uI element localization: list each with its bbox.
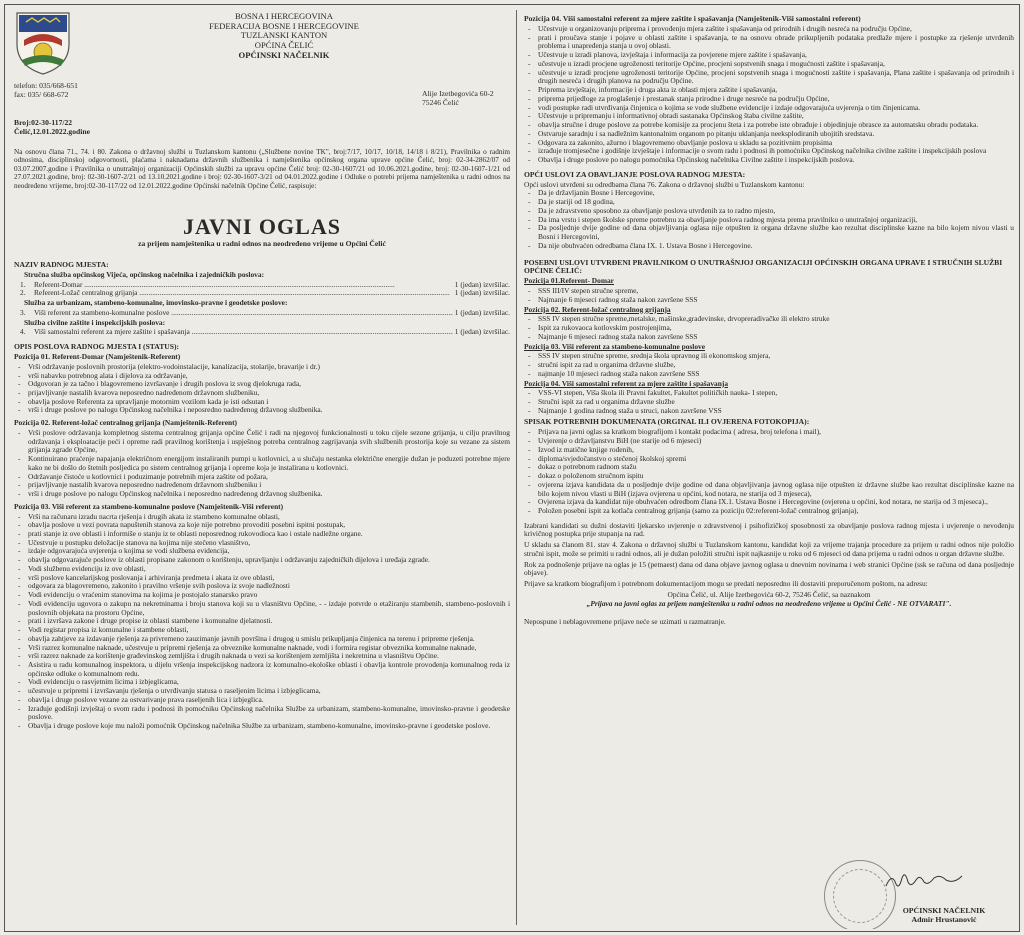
position-count: 1 (jedan) izvršilac. [454,307,510,317]
letterhead-line: BOSNA I HERCEGOVINA [235,11,333,21]
position-name: Viši samostalni referent za mjere zaštite i spašavanja ..... [34,328,453,337]
closing-paragraphs [524,522,1014,589]
signer-name: Admir Hrustanović [911,915,977,925]
document-title: JAVNI OGLAS [183,214,341,239]
letterhead-line: FEDERACIJA BOSNE I HERCEGOVINE [209,20,359,31]
envelope-note: „Prijava na javni oglas za prijem namještenika u radni odnos na neodređeno vrijeme u Općini Čelić - NE OTVARATI". [586,598,952,608]
list-item: - Ostvaruje saradnju i sa nadležnim kantonalnim organom po pitanju uklanjanja neeksplodiranih ubojitih sredstava. [538,130,1014,139]
list-item: - Obavlja i druge poslove koje mu naloži pomoćnik Općinskog načelnika Službe za urbanizam, stambeno-komunalne, imovinsko-pravne i geodetske poslove. [28,722,510,731]
signature-block [874,906,1014,924]
list-item: - Vodi evidenciju ugovora o zakupu na nekretninama i broju stanova koji su u vlasništvu Općine, - - izdaje potvrde o etažiranju stambenih, stambeno-poslovnih i poslovnih objekata na prostoru Općine, [28,600,510,617]
list-item: - Da nije obuhvaćen odredbama člana IX. 1. Ustava Bosne i Hercegovine. [538,242,1014,251]
list-item: - Najmanje 6 mjeseci radnog staža nakon završene SSS [538,296,1014,305]
position-name: Referent-Ložač centralnog grijanja ..... [34,289,453,298]
address-line: 75246 Čelić [422,97,459,107]
reference-block [14,119,90,137]
list-item: - vrši razrez naknade za korištenje građevinskog zemljišta i drugih naknada u vezi sa korištenjem zemljišta i nekretnina u vlasništvu Općine. [28,652,510,661]
position-heading: Pozicija 02. Referent-ložač centralnog grijanja [524,304,671,314]
list-item: - prati i proučava stanje i pojave u oblasti zaštite i spašavanja, te na osnovu obrade prikupljenih podataka predlaže mjere i postupke za rješenje utvrđenih problema i unapređenja stanja u ovoj oblasti. [538,34,1014,51]
closing-paragraph: Rok za podnošenje prijave na oglas je 15 (petnaest) dana od dana objave javnog oglasa u dnevnim novinama i web stranici Općine (ssk se računa od dana posljednje objave). [524,559,1014,578]
list-item: - Vrši održavanje poslovnih prostorija (elektro-vodoinstalacije, kanalizacija, stolarije, bravarije i dr.) [28,363,510,372]
section-heading: POSEBNI USLOVI UTVRĐENI PRAVILNIKOM O UNUTRAŠNJOJ ORGANIZACIJI OPĆINSKIH ORGANA UPRAVE I STRUČNIH SLUŽBI OPĆINE ČELIĆ: [524,257,1003,276]
general-conditions-list [524,189,1014,250]
list-item: - dokaz o potrebnom radnom stažu [538,463,1014,472]
list-item: - Priprema izvještaje, informacije i druga akta iz oblasti mjera zaštite i spašavanja, [538,86,1014,95]
duties-list [14,513,510,731]
reference-number: Broj:02-30-117/22 [14,118,73,127]
duties-list [14,363,510,415]
fax-number: fax: 035/ 668-672 [14,89,69,99]
department-heading: Služba za urbanizam, stambeno-komunalne, imovinsko-pravne i geodetske poslove: [24,298,288,308]
document-subtitle: za prijem namještenika u radni odnos na neodređeno vrijeme u Općini Čelić [138,239,386,248]
position-number: 4. [20,327,26,337]
list-item: - Vrši poslove održavanja kompletnog sistema centralnog grijanja općine Čelić i radi na njegovoj funkcionalnosti u toku cijele sezone grijanja, u cilju pravilnog održavanja i eksploatacije peći i opreme radi pravilnog korištenja i uspješnog potreba centralnog zagrijavanja svih službenih prostorija koje su vezane za sistem grijanja zgrade Općine, [28,429,510,455]
list-item: - Izvod iz matične knjige rođenih, [538,446,1014,455]
position-heading: Pozicija 04. Viši samostalni referent za mjere zaštite i spašavanja (Namještenik-Viši samostalni referent) [524,14,861,23]
list-item: - vrši nabavku potrebnog alata i dijelova za održavanje, [28,372,510,381]
list-item: - odgovara za blagovremeno, zakonito i pravilno vršenje svih poslova iz svoje nadležnosti [28,582,510,591]
final-note: Nepospune i neblagovremene prijave neće se uzimati u razmatranje. [524,617,726,627]
list-item: - učestvuje u pripremi i izvršavanju rješenja o utvrđivanju statusa o raseljenim licima i izbjeglicama, [28,687,510,696]
document-date: Čelić,12.01.2022.godine [14,126,90,136]
list-item: - učestvuje u izradi procjene ugroženosti teritorije Općine, procjeni sopstvenih snaga i mogućnosti zaštite i spašavanja, [538,60,1014,69]
list-item: - Odgovoran je za tačno i blagovremeno izvršavanje i drugih poslova iz svog djelokruga rada, [28,380,510,389]
section-heading: OPIS POSLOVA RADNOG MJESTA I (STATUS): [14,342,180,352]
duties-list [14,429,510,499]
list-item: - Položen posebni ispit za kotlača centralnog grijanja (samo za poziciju 02:referent-ložač centralnog grijanja), [538,507,1014,516]
legal-basis-paragraph: Na osnovu člana 71., 74. i 80. Zakona o državnoj službi u Tuzlanskom kantonu („Službene novine TK", broj:7/17, 10/17, 10/18, 14/18 i 8/21), Pravilnika o radnim odnosima, disciplinskoj odgovornosti, plaćama i naknadama državnih službenika i namještenika općinskog organa uprave općine Čelić, broj: 02-34-2862/07 od 03.07.2007.godine i Pravilnika o unutrašnjoj organizaciji Općinskih službi za upravu općine Čelić broj: 02-30-1607/21 od 10.06.2021.godine, broj: 02-30-1607-1/21 od 27.07.2021.godine, broj: 02-30-1607-2/21 od 13.10.2021.godine i broj: 02-30-1607-3/21 od 04.01.2022.godine i Odluke o potrebi prijema namještenika u radni odnos na neodređeno vrijeme, broj:02-30-117/22 od 12.01.2022.godine Općinski načelnik Općine Čelić, raspisuje: [14,148,510,190]
section-heading: NAZIV RADNOG MJESTA: [14,260,109,269]
list-item: - stručni ispit za rad u organima državne službe, [538,361,1014,370]
list-item: - Kontinuirano praćenje napajanja električnom energijom instaliranih pumpi u kotlovnici, a u slučaju nestanka električne energije dužan je poduzeti potrebne mjere kako ne bi došlo do štetnih posljedica po sistem centralnog grijanja i opreme koja je instalirana u kotlovnici. [28,455,510,472]
position-heading: Pozicija 02. Referent-ložač centralnog grijanja (Namještenik-Referent) [14,418,238,428]
position-heading: Pozicija 03. Viši referent za stambeno-komunalne poslove (Namještenik-Viši referent) [14,501,284,511]
position-row [20,328,510,337]
left-column [14,10,510,929]
position-name: Referent-Domar ..... [34,281,453,290]
position-row [20,309,510,318]
list-item: - obavlja i druge poslove vezane za ostvarivanje prava raseljenih lica i izbjeglica. [28,696,510,705]
requirements-list [524,389,1014,415]
column-divider [516,10,517,925]
letterhead-line: OPĆINA ČELIĆ [254,39,314,50]
closing-paragraph: U skladu sa članom 81. stav 4. Zakona o državnoj službi u Tuzlanskom kantonu, kandidat koji za vrijeme trajanja procedure za prijem u radni odnos nije položio stručni ispit, može se primiti u radni odnos, ali je dužan položiti stručni ispit najkasnije u roku od 6 mjeseci od dana prijema u radni odnos u organ državne službe. [524,540,1014,558]
handwritten-signature-icon [884,868,964,892]
list-item: - vrši poslove kancelarijskog poslovanja i arhiviranja predmeta i akata iz ove oblasti, [28,574,510,583]
position-number: 3. [20,307,26,317]
position-row [20,289,510,298]
position-heading: Pozicija 01. Referent-Domar (Namještenik-Referent) [14,352,181,362]
list-item: - obavlja poslove Referenta za upravljanje motornim vozilom kada je isti odsutan i [28,398,510,407]
list-item: - Da posljednje dvije godine od dana objavljivanja oglasa nije otpušten iz organa državne službe kao rezultat disciplinske kazne na bilo kojem nivou vlasti u Bosni i Hercegovini, [538,224,1014,241]
requirements-list [524,315,1014,341]
section-heading: SPISAK POTREBNIH DOKUMENATA (ORGINAL ILI OVJERENA FOTOKOPIJA): [524,417,810,427]
address-line: Alije Izetbegovića 60-2 [422,89,494,98]
list-item: - Ovjerena izjava da kandidat nije obuhvaćen odredbom člana IX.1. Ustava Bosne i Hercegovine (ovjerena u općini, kod notara, ne starija od 3 mjeseca)., [538,498,1014,507]
letterhead-line: OPĆINSKI NAČELNIK [238,49,330,60]
list-item: - učestvuje u izradi procjene ugroženosti teritorije Općine, procjeni sopstvenih snaga i mogućnosti zaštite i spašavanja, Plana zaštite i spašavanja od prirodnih i drugih nesreća i drugih planova na području Općine. [538,69,1014,86]
list-item: - Vodi evidenciju o vraćenim stanovima na kojima je postojalo stanarsko pravo [28,591,510,600]
requirements-list [524,352,1014,378]
requirements-list [524,287,1014,304]
position-count: 1 (jedan) izvršilac. [454,279,510,289]
right-column [524,10,1014,929]
sender-address [422,90,510,108]
list-item: - ovjerena izjava kandidata da u posljednje dvije godine od dana objavljivanja javnog oglasa nije otpušten iz državne službe kao rezultat disciplinske kazne na bilo kojem nivou vlasti u BiH (izjava ovjerena u općini, kod notara, ne starija od 3 mjeseca), [538,481,1014,498]
contact-info [14,82,154,100]
list-item: - Odgovara za zakonito, ažurno i blagovremeno obavljanje poslova u skladu sa pozitivnim propisima [538,139,1014,148]
signer-title: OPĆINSKI NAČELNIK [902,906,986,915]
list-item: - Da je državljanin Bosne i Hercegovine, [538,189,1014,198]
phone-number: telefon: 035/668-651 [14,81,78,90]
closing-paragraph: Prijave sa kratkom biografijom i potrebnom dokumentacijom mogu se predati neposredno ili dostaviti preporučenom poštom, na adresu: [524,579,928,589]
department-heading: Stručna služba općinskog Vijeća, općinskog načelnika i zajedničkih poslova: [24,269,265,279]
letterhead-line: TUZLANSKI KANTON [240,30,328,41]
position-row [20,281,510,290]
submission-address: Općina Čelić, ul. Alije Izetbegovića 60-2, 75246 Čelić, sa naznakom [667,589,871,599]
list-item: - Vodi službenu evidenciju iz ove oblasti, [28,565,510,574]
list-item: - SSS IV stepen stručne spreme, srednja škola upravnog ili ekonomskog smjera, [538,352,1014,361]
list-item: - Učestvuje u organizovanju priprema i provođenju mjera zaštite i spašavanja od prirodnih i drugih nesreća na području Općine, [538,25,1014,34]
list-item: - Učestvuje u postupku deložacije stanova na kojima nije stečeno vlasništvo, [28,539,510,548]
list-item: - Vrši na računaru izradu nacrta rješenja i drugih akata iz stambeno komunalne oblasti, [28,513,510,522]
list-item: - obavlja poslove u vezi povrata napuštenih stanova za koje nije potrebno provoditi posebni ispitni postupak, [28,521,510,530]
list-item: - Najmanje 6 mjeseci radnog staža nakon završene SSS [538,333,1014,342]
section-heading: OPĆI USLOVI ZA OBAVLJANJE POSLOVA RADNOG MJESTA: [524,169,746,179]
position-name: Viši referent za stambeno-komunalne poslove ..... [34,309,453,318]
right-body [524,12,1014,629]
position-heading: Pozicija 04. Viši samostalni referent za mjere zaštite i spašavanja [524,378,729,388]
list-item: - Da je zdravstveno sposobno za obavljanje poslova utvrđenih za to radno mjesto, [538,207,1014,216]
municipality-crest-icon [14,10,72,76]
list-item: - obavlja zahtjeve za izdavanje rješenja za privremeno zauzimanje javnih površina i drugog u smislu prikupljanja činjenica na terenu i pripreme rješenja. [28,635,510,644]
position-heading: Pozicija 03. Viši referent za stambeno-komunalne poslove [524,341,705,351]
duties-list [524,25,1014,165]
list-item: - SSS III/IV stepen stručne spreme, [538,287,1014,296]
list-item: - Vodi registar propisa iz komunalne i stambene oblasti, [28,626,510,635]
list-item: - Najmanje 1 godina radnog staža u struci, nakon završene VSS [538,407,1014,416]
list-item: - Da je stariji od 18 godina, [538,198,1014,207]
list-item: - vodi postupke radi utvrđivanja činjenica o kojima se vode službene evidencije i izdaje odgovarajuća uvjerenja o tim činjenicama. [538,104,1014,113]
list-item: - prati stanje iz ove oblasti i informiše o stanju iz te oblasti neposrednog rukovodioca kao i ostale nadležne organe. [28,530,510,539]
left-body [14,258,510,731]
list-item: - izdaje odgovarajuća uvjerenja o kojima se vodi službena evidencija, [28,547,510,556]
list-item: - Učestvuje u izradi planova, izvještaja i informacija za povjerene mjere zaštite i spašavanja, [538,51,1014,60]
list-item: - dokaz o položenom stručnom ispitu [538,472,1014,481]
list-item: - priprema prijedloge za proglašenje i prestanak stanja prirodne i druge nesreće na području Općine, [538,95,1014,104]
general-conditions-intro: Opći uslovi utvrđeni su odredbama člana 76. Zakona o državnoj službi u Tuzlanskom kantonu: [524,179,805,189]
list-item: - obavlja stručne i druge poslove za potrebe komisije za procjenu šteta i za potrebe iste obrađuje i objedinjuje obrasce za automatsku obradu podataka. [538,121,1014,130]
document-letterhead [144,12,424,60]
list-item: - Vrši razrez komunalne naknade, učestvuje u pripremi rješenja za obveznike komunalne naknade, vodi i formira registar obveznika komunalne naknade, [28,644,510,653]
list-item: - Stručni ispit za rad u organima državne službe [538,398,1014,407]
list-item: - najmanje 10 mjeseci radnog staža nakon završene SSS [538,370,1014,379]
list-item: - obavlja odgovarajuće poslove iz oblasti propisane zakonom o korištenju, upravljanju i održavanju zajedničkih dijelova i uređaja zgrade. [28,556,510,565]
department-heading: Služba civilne zaštite i inspekcijskih poslova: [24,317,166,327]
list-item: - Asistira u radu komunalnog inspektora, u dijelu vršenja inspekcijskog nadzora iz komunalno-ekološke oblasti i obavlja kontrole provođenja komunalnog reda iz općinske odluke o komunalnom redu. [28,661,510,678]
list-item: - Obavlja i druge poslove po nalogu pomoćnika Općinskog načelnika Civilne zaštite i inspekcijskih poslova. [538,156,1014,165]
list-item: - izrađuje tromjesečne i godišnje izvještaje i informacije o svom radu i podnosi ih pomoćniku Općinskog načelnika civilne zaštite i inspekcijskih poslova [538,147,1014,156]
list-item: - Održavanje čistoće u kotlovnici i poduzimanje potrebnih mjera zaštite od požara, [28,473,510,482]
position-count: 1 (jedan) izvršilac. [454,288,510,298]
list-item: - SSS IV stepen stručne spreme,metalske, mašinske,građevinske, drvopreradivačke ili elektro struke [538,315,1014,324]
list-item: - Izrađuje godišnji izvještaj o svom radu i podnosi ih pomoćniku Općinskog načelnika Službe za urbanizam, stambeno-komunalne, imovinsko-pravne i geodetske poslove. [28,705,510,722]
list-item: - Učestvuje u pripremanju i informativnoj obradi sastanaka Općinskog štaba civilne zaštite, [538,112,1014,121]
list-item: - prijavljivanje nastalih kvarova neposredno nadređenom državnom službeniku, [28,389,510,398]
list-item: - VSS-VI stepen, Viša škola ili Pravni fakultet, Fakultet političkih nauka- I stepen, [538,389,1014,398]
list-item: - vrši i druge poslove po nalogu Općinskog načelnika i neposredno nadređenog državnog službenika. [28,406,510,415]
list-item: - Uvjerenje o državljanstvu BiH (ne starije od 6 mjeseci) [538,437,1014,446]
list-item: - Prijava na javni oglas sa kratkom biografijom i kontakt podacima ( adresa, broj telefona i mail), [538,428,1014,437]
list-item: - diploma/svjedočanstvo o stečenoj školskoj spremi [538,455,1014,464]
position-heading: Pozicija 01.Referent- Domar [524,276,614,286]
list-item: - Ispit za rukovaoca kotlovskim postrojenjima, [538,324,1014,333]
closing-paragraph: Izabrani kandidati su dužni dostaviti ljekarsko uvjerenje o zdravstvenoj i psihofizičkoj sposobnosti za obavljanje poslova radnog mjesta i uvjerenje o nevođenju krivičnog postupka prije stupanja na rad. [524,520,1014,539]
position-number: 1. [20,279,26,289]
list-item: - prijavljivanje nastalih kvarova neposredno nadređenom državnom službeniku i [28,481,510,490]
documents-list [524,428,1014,515]
position-count: 1 (jedan) izvršilac. [454,327,510,337]
list-item: - Vodi evidenciju o rasvjetnim licima i izbjeglicama, [28,678,510,687]
position-number: 2. [20,288,26,298]
list-item: - prati i izvršava zakone i druge propise iz oblasti stambene i komunalne djelatnosti. [28,617,510,626]
list-item: - vrši i druge poslove po nalogu Općinskog načelnika i neposredno nadređenog državnog službenika. [28,490,510,499]
list-item: - Da ima vrstu i stepen školske spreme potrebnu za obavljanje poslova radnog mjesta prema pravilniku o unutrašnjoj organizaciji, [538,216,1014,225]
